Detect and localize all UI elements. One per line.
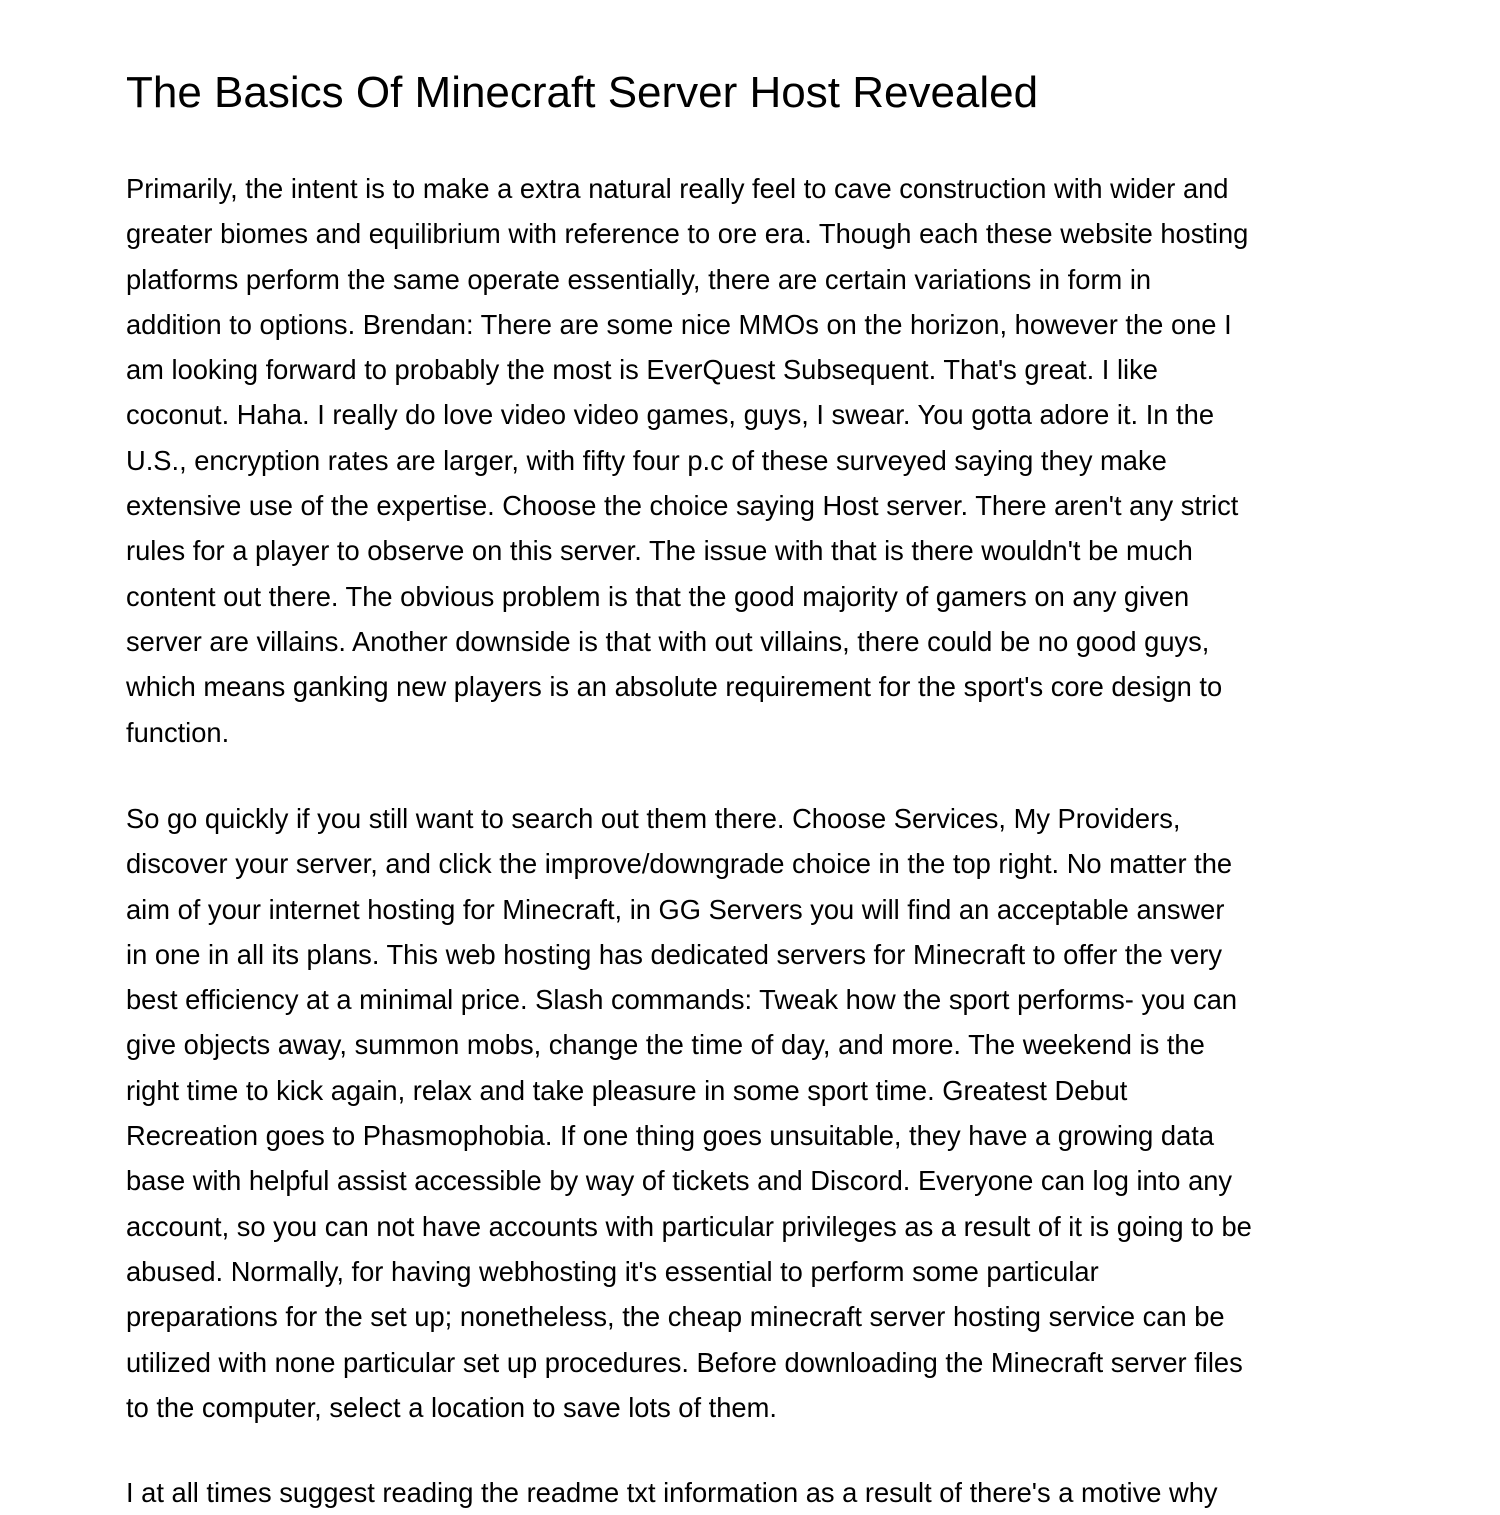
text-line: account, so you can not have accounts with particular privileges as a result of it is going to be — [126, 1210, 1252, 1242]
text-line: discover your server, and click the improve/downgrade choice in the top right. No matter the — [126, 848, 1233, 880]
text-line: best efficiency at a minimal price. Slash commands: Tweak how the sport performs- you can — [126, 984, 1238, 1016]
text-line: Recreation goes to Phasmophobia. If one thing goes unsuitable, they have a growing data — [126, 1120, 1215, 1152]
text-line: abused. Normally, for having webhosting it's essential to perform some particular — [126, 1255, 1099, 1287]
text-line: coconut. Haha. I really do love video video games, guys, I swear. You gotta adore it. In the — [126, 399, 1214, 431]
text-line: preparations for the set up; nonetheless, the cheap minecraft server hosting service can be — [126, 1301, 1225, 1333]
text-line: rules for a player to observe on this server. The issue with that is there wouldn't be much — [126, 535, 1193, 567]
text-line: aim of your internet hosting for Minecraft, in GG Servers you will find an acceptable answer — [126, 893, 1225, 925]
paragraph-2 — [126, 796, 1252, 1430]
text-line: utilized with none particular set up procedures. Before downloading the Minecraft server files — [126, 1346, 1243, 1378]
paragraph-3 — [126, 1470, 1218, 1515]
text-line: extensive use of the expertise. Choose the choice saying Host server. There aren't any strict — [126, 490, 1239, 522]
text-line: function. — [126, 716, 230, 748]
text-line: greater biomes and equilibrium with reference to ore era. Though each these website hosting — [126, 218, 1249, 250]
text-line: to the computer, select a location to save lots of them. — [126, 1391, 777, 1423]
text-line: I at all times suggest reading the readme txt information as a result of there's a motive why — [126, 1477, 1218, 1508]
text-line: content out there. The obvious problem is that the good majority of gamers on any given — [126, 580, 1190, 612]
paragraph-1 — [126, 166, 1248, 755]
text-line: base with helpful assist accessible by way of tickets and Discord. Everyone can log into any — [126, 1165, 1233, 1197]
text-line: addition to options. Brendan: There are some nice MMOs on the horizon, however the one I — [126, 308, 1232, 340]
text-line: U.S., encryption rates are larger, with fifty four p.c of these surveyed saying they make — [126, 444, 1167, 476]
text-line: So go quickly if you still want to search out them there. Choose Services, My Providers, — [126, 803, 1181, 834]
text-line: Primarily, the intent is to make a extra natural really feel to cave construction with wider and — [126, 173, 1229, 204]
text-line: in one in all its plans. This web hosting has dedicated servers for Minecraft to offer the very — [126, 938, 1222, 970]
text-line: right time to kick again, relax and take pleasure in some sport time. Greatest Debut — [126, 1074, 1128, 1106]
text-line: am looking forward to probably the most is EverQuest Subsequent. That's great. I like — [126, 354, 1158, 386]
text-line: which means ganking new players is an absolute requirement for the sport's core design to — [126, 671, 1223, 703]
text-line: server are villains. Another downside is that with out villains, there could be no good guys, — [126, 625, 1210, 657]
text-line: platforms perform the same operate essentially, there are certain variations in form in — [126, 263, 1152, 295]
document-title: The Basics Of Minecraft Server Host Revealed — [126, 68, 1039, 117]
text-line: give objects away, summon mobs, change the time of day, and more. The weekend is the — [126, 1029, 1205, 1061]
